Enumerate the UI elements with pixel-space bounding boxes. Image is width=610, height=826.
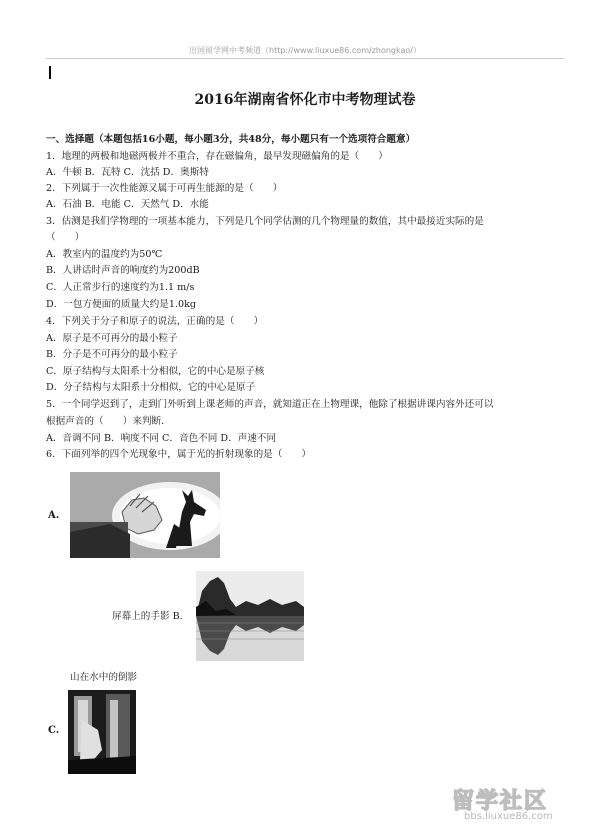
question-4-option-d: D．分子结构与太阳系十分相似，它的中心是原子 [46, 382, 256, 393]
question-3-option-d: D．一包方便面的质量大约是1.0kg [46, 299, 197, 310]
question-1-stem: 1．地理的两极和地磁两极并不重合，存在磁偏角，最早发现磁偏角的是（ ） [46, 151, 388, 162]
question-3-stem-cont: （ ） [46, 232, 85, 243]
question-2-stem: 2．下列属于一次性能源又属于可再生能源的是（ ） [46, 183, 283, 194]
option-c-image [68, 690, 136, 774]
question-3-stem: 3．估测是我们学物理的一项基本能力，下列是几个同学估测的几个物理量的数值，其中最接近实际的是 [46, 216, 484, 227]
question-5-stem-cont: 根据声音的（ ）来判断． [46, 416, 171, 427]
question-3-option-a: A．教室内的温度约为50℃ [46, 249, 163, 260]
question-6-stem: 6．下面列举的四个光现象中，属于光的折射现象的是（ ） [46, 449, 312, 460]
question-2-options: A．石油 B．电能 C．天然气 D．水能 [46, 199, 209, 210]
option-a-letter: A. [48, 510, 60, 521]
question-5-options: A．音调不同 B．响度不同 C．音色不同 D．声速不同 [46, 433, 277, 444]
header-divider [46, 58, 564, 59]
question-4-stem: 4．下列关于分子和原子的说法，正确的是（ ） [46, 316, 264, 327]
question-4-option-c: C．原子结构与太阳系十分相似，它的中心是原子核 [46, 366, 265, 377]
site-watermark [446, 784, 596, 824]
question-3-option-c: C．人正常步行的速度约为1.1 m/s [46, 282, 195, 293]
watermark-url: bbs.liuxue86.com [464, 811, 553, 822]
watermark-text: 留学社区 [452, 789, 549, 814]
question-4-option-a: A．原子是不可再分的最小粒子 [46, 333, 178, 344]
question-1-options: A．牛顿 B．瓦特 C．沈括 D．奥斯特 [46, 167, 209, 178]
header-source-url: 出国留学网中考频道（http://www.liuxue86.com/zhongkao/） [189, 46, 421, 55]
question-5-stem: 5．一个同学迟到了，走到门外听到上课老师的声音，就知道正在上物理课，他除了根据讲课内容外还可以 [46, 399, 494, 410]
mountain-reflection-image [196, 571, 304, 661]
option-b-caption: 山在水中的倒影 [70, 672, 138, 683]
option-a-caption: 屏幕上的手影 B. [112, 611, 183, 622]
section-heading: 一、选择题（本题包括16小题，每小题3分，共48分，每小题只有一个选项符合题意） [46, 134, 416, 145]
question-4-option-b: B．分子是不可再分的最小粒子 [46, 349, 178, 360]
question-3-option-b: B．人讲话时声音的响度约为200dB [46, 265, 200, 276]
text-cursor [49, 66, 51, 79]
option-c-letter: C. [48, 725, 60, 736]
hand-shadow-image [70, 472, 220, 558]
document-title: 2016年湖南省怀化市中考物理试卷 [194, 92, 416, 108]
